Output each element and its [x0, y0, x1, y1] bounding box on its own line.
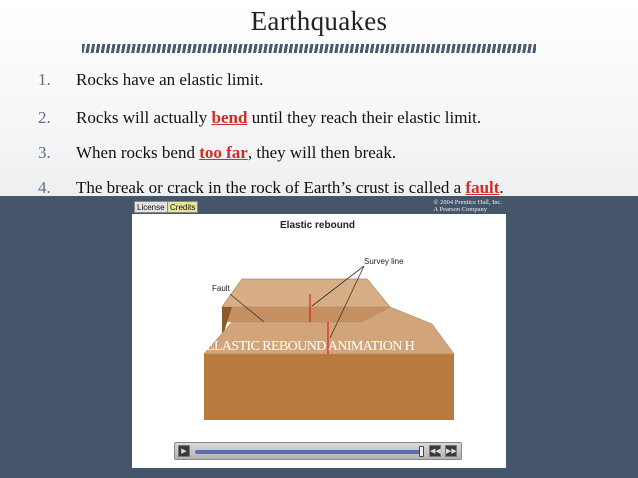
- list-text: [76, 178, 504, 198]
- slide-title: Earthquakes: [250, 6, 388, 36]
- highlight-term: fault: [465, 178, 500, 197]
- list-number: 2.: [38, 108, 51, 127]
- license-button[interactable]: License: [134, 201, 168, 213]
- rewind-icon[interactable]: ◀◀: [430, 447, 441, 455]
- copyright-line: © 2004 Prentice Hall, Inc.: [433, 199, 502, 206]
- rock-block-top-back: [222, 279, 390, 307]
- title-divider: [82, 44, 536, 53]
- highlight-term: bend: [211, 108, 248, 127]
- play-icon[interactable]: ▶: [178, 445, 190, 457]
- animation-toolbar: [132, 198, 506, 214]
- list-text-segment: .: [499, 178, 504, 197]
- list-text: [76, 108, 481, 128]
- animation-panel[interactable]: [132, 198, 506, 468]
- forward-icon[interactable]: ▶▶: [446, 447, 457, 455]
- rock-block-side-back: [222, 307, 390, 322]
- list-number: 1.: [38, 70, 51, 89]
- list-text-segment: The break or crack in the rock of Earth’s crust is called a: [76, 178, 466, 197]
- progress-track[interactable]: [195, 450, 423, 454]
- list-text: [76, 70, 263, 90]
- highlight-term: too far: [199, 143, 248, 162]
- copyright-line: A Pearson Company: [433, 206, 487, 213]
- list-number: 4.: [38, 178, 51, 197]
- list-text: [76, 143, 396, 163]
- list-text-segment: When rocks bend: [76, 143, 200, 162]
- list-text-segment: Rocks will actually: [76, 108, 212, 127]
- rock-block-front: [204, 354, 454, 420]
- list-text-segment: Rocks have an elastic limit.: [76, 70, 264, 89]
- list-text-segment: until they reach their elastic limit.: [247, 108, 482, 127]
- fault-label: Fault: [212, 284, 230, 293]
- copyright-notice: [434, 199, 502, 213]
- animation-player-controls: [174, 442, 462, 460]
- list-text-segment: , they will then break.: [247, 143, 397, 162]
- diagram-title: Elastic rebound: [280, 220, 356, 231]
- survey-line-label: Survey line: [364, 257, 404, 266]
- credits-button[interactable]: Credits: [167, 201, 198, 213]
- progress-thumb[interactable]: [419, 446, 424, 457]
- animation-overlay-caption: ELASTIC REBOUND ANIMATION H: [206, 339, 415, 354]
- list-number: 3.: [38, 143, 51, 162]
- elastic-rebound-diagram: [132, 214, 506, 442]
